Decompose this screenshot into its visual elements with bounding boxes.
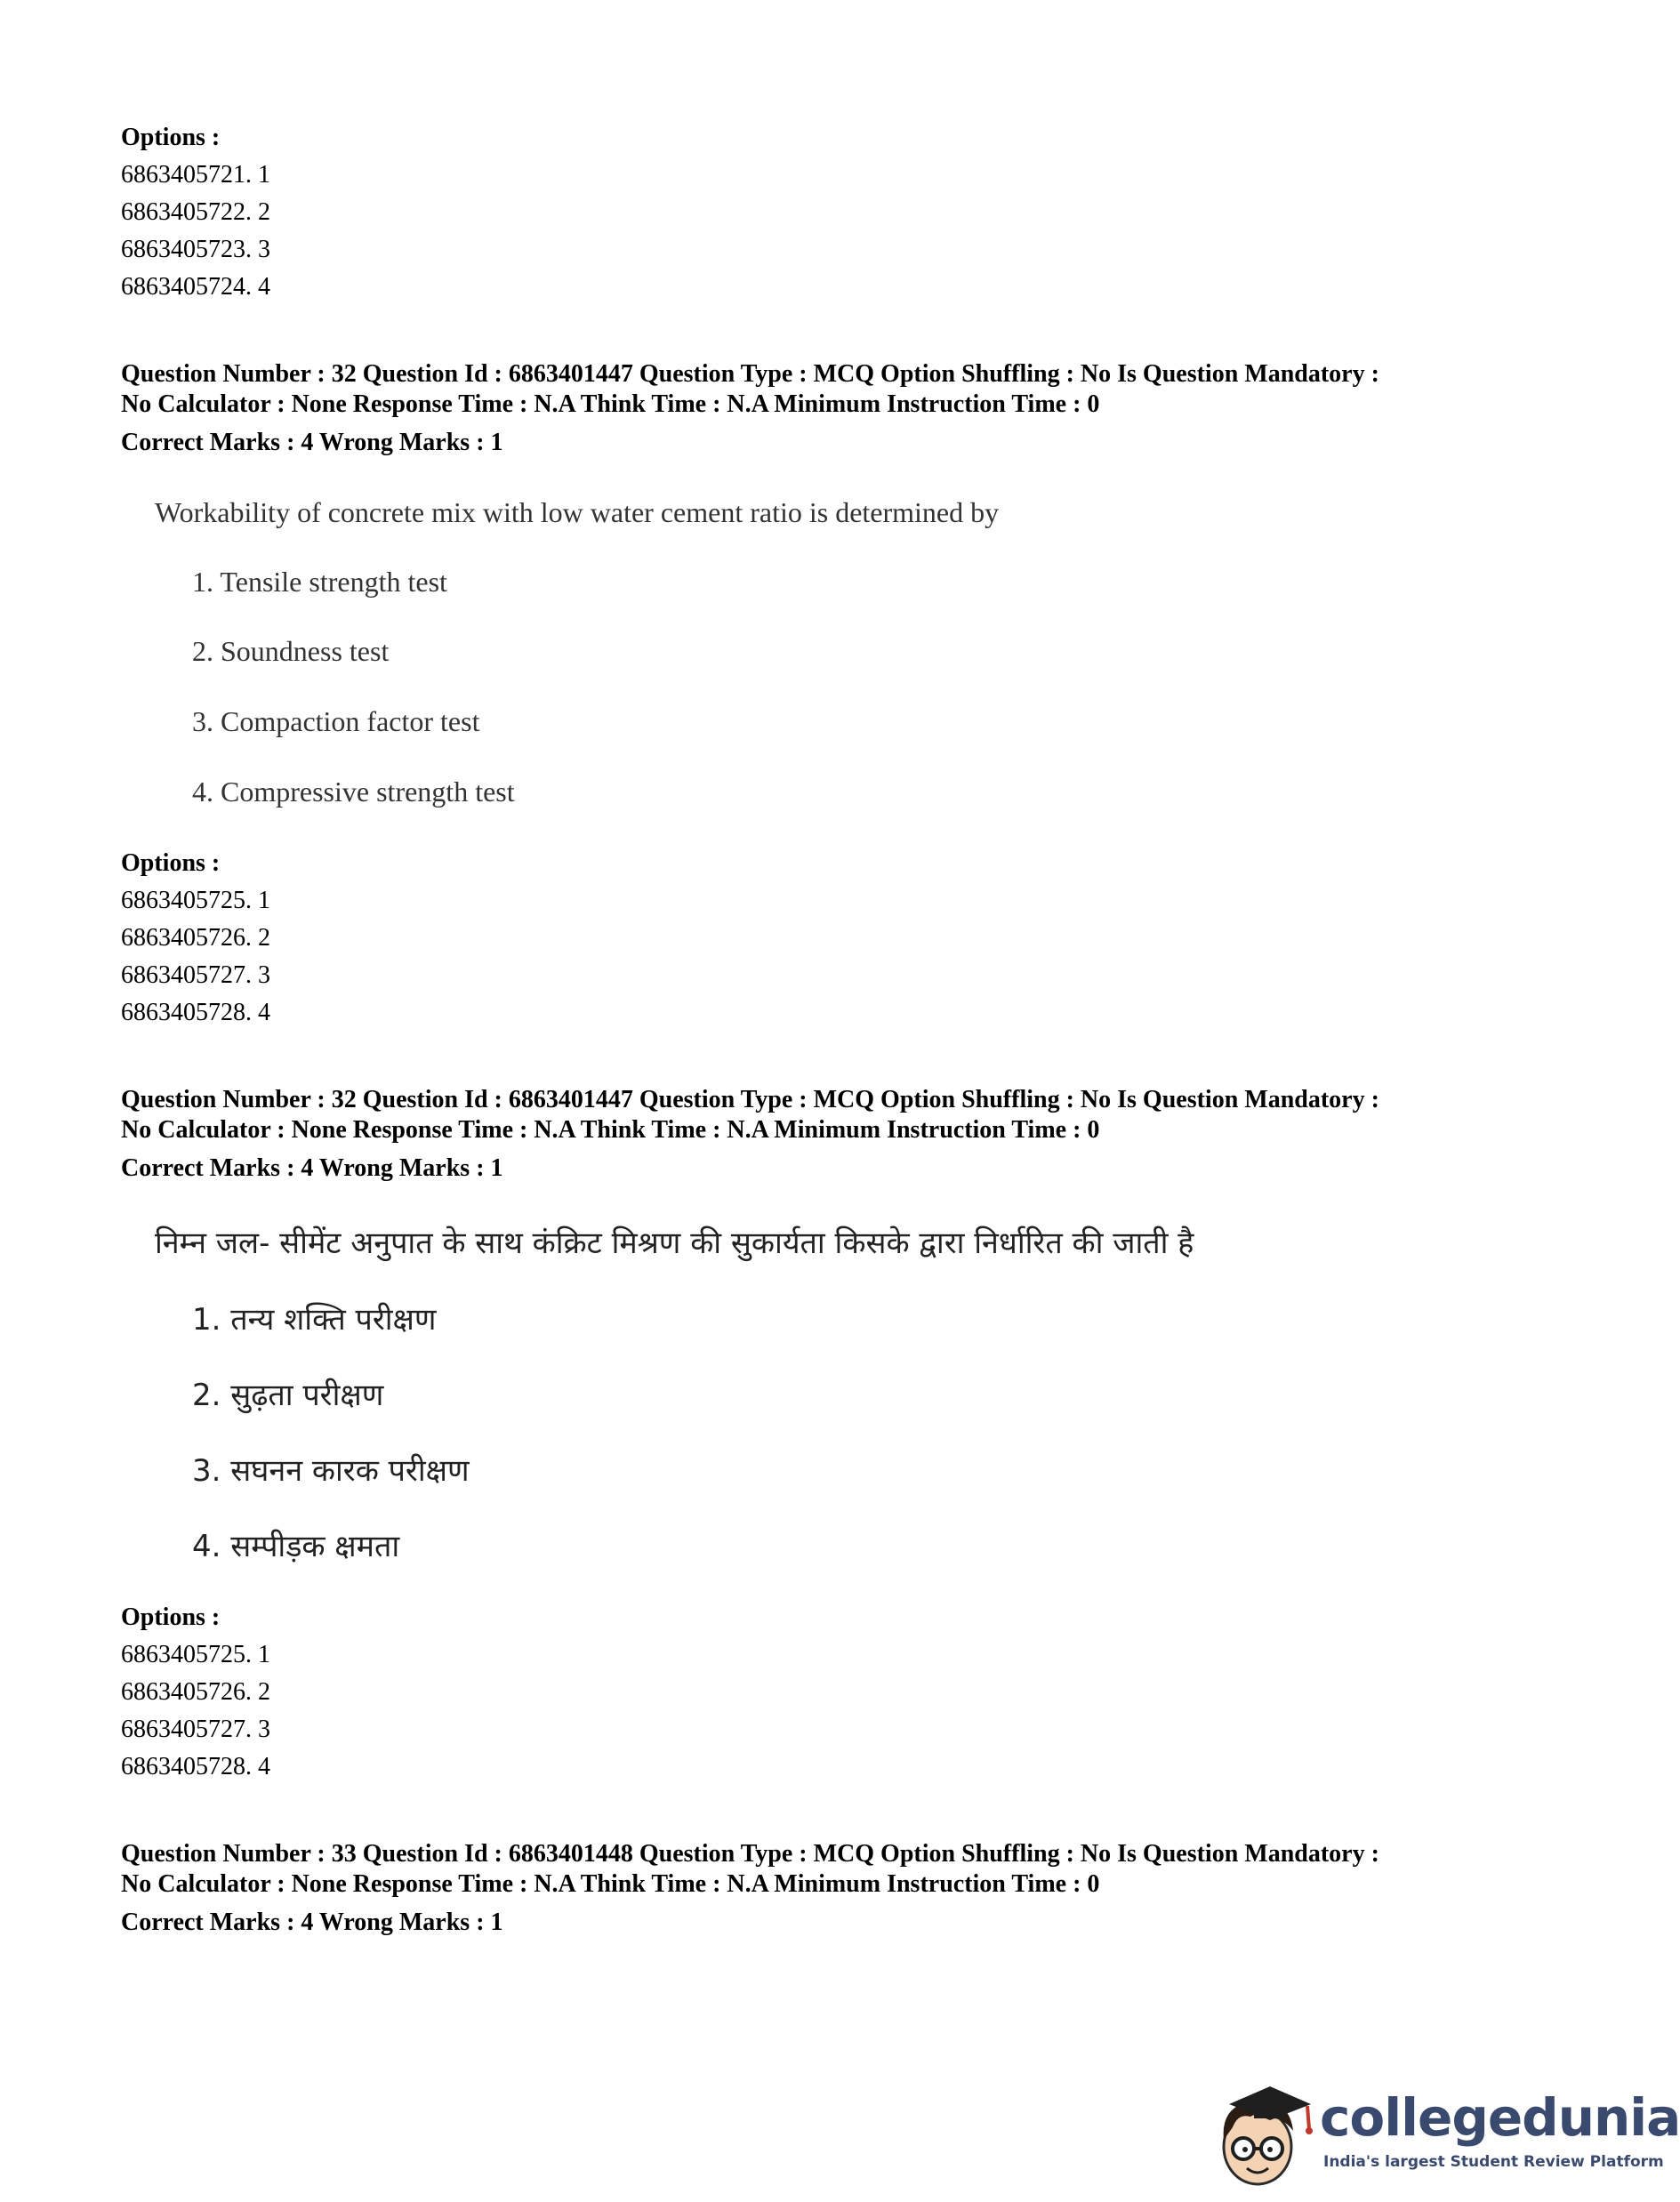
option-item: 6863405728. 4 <box>121 1753 270 1780</box>
question-choice: 2. Soundness test <box>192 635 390 667</box>
question-meta: Question Number : 33 Question Id : 6863401448 Question Type : MCQ Option Shuffling : No Is Question Mandatory : <box>121 1840 1379 1868</box>
option-item: 6863405726. 2 <box>121 1678 270 1706</box>
question-meta: Question Number : 32 Question Id : 6863401447 Question Type : MCQ Option Shuffling : No Is Question Mandatory : <box>121 1086 1379 1113</box>
question-marks: Correct Marks : 4 Wrong Marks : 1 <box>121 1909 503 1936</box>
question-stem: निम्न जल- सीमेंट अनुपात के साथ कंक्रिट मिश्रण की सुकार्यता किसके द्वारा निर्धारित की जाती है <box>155 1226 1194 1261</box>
question-meta: No Calculator : None Response Time : N.A Think Time : N.A Minimum Instruction Time : 0 <box>121 1116 1100 1144</box>
question-meta: No Calculator : None Response Time : N.A Think Time : N.A Minimum Instruction Time : 0 <box>121 390 1100 418</box>
question-choice: 2. सुढ़ता परीक्षण <box>192 1378 384 1413</box>
question-marks: Correct Marks : 4 Wrong Marks : 1 <box>121 429 503 456</box>
option-item: 6863405725. 1 <box>121 887 270 914</box>
option-item: 6863405722. 2 <box>121 198 270 226</box>
option-item: 6863405721. 1 <box>121 161 270 189</box>
question-meta: No Calculator : None Response Time : N.A Think Time : N.A Minimum Instruction Time : 0 <box>121 1870 1100 1898</box>
option-item: 6863405723. 3 <box>121 236 270 263</box>
logo-tagline: India's largest Student Review Platform <box>1323 2153 1664 2171</box>
student-mascot-icon <box>1211 2077 1318 2193</box>
options-label: Options : <box>121 849 221 877</box>
question-choice: 4. सम्पीड़क क्षमता <box>192 1529 400 1564</box>
option-item: 6863405726. 2 <box>121 924 270 952</box>
collegedunia-logo[interactable] <box>1211 2077 1680 2193</box>
question-choice: 1. Tensile strength test <box>192 566 447 598</box>
question-choice: 3. सघनन कारक परीक्षण <box>192 1453 470 1489</box>
question-choice: 3. Compaction factor test <box>192 705 480 737</box>
question-marks: Correct Marks : 4 Wrong Marks : 1 <box>121 1154 503 1182</box>
options-label: Options : <box>121 124 221 151</box>
question-choice: 4. Compressive strength test <box>192 776 515 808</box>
options-label: Options : <box>121 1603 221 1631</box>
option-item: 6863405724. 4 <box>121 273 270 301</box>
question-stem: Workability of concrete mix with low water cement ratio is determined by <box>155 496 1000 528</box>
option-item: 6863405727. 3 <box>121 1716 270 1743</box>
question-choice: 1. तन्य शक्ति परीक्षण <box>192 1302 437 1338</box>
question-meta: Question Number : 32 Question Id : 6863401447 Question Type : MCQ Option Shuffling : No Is Question Mandatory : <box>121 360 1379 388</box>
option-item: 6863405728. 4 <box>121 999 270 1026</box>
option-item: 6863405727. 3 <box>121 961 270 989</box>
logo-wordmark: collegedunia <box>1320 2087 1680 2148</box>
option-item: 6863405725. 1 <box>121 1641 270 1668</box>
